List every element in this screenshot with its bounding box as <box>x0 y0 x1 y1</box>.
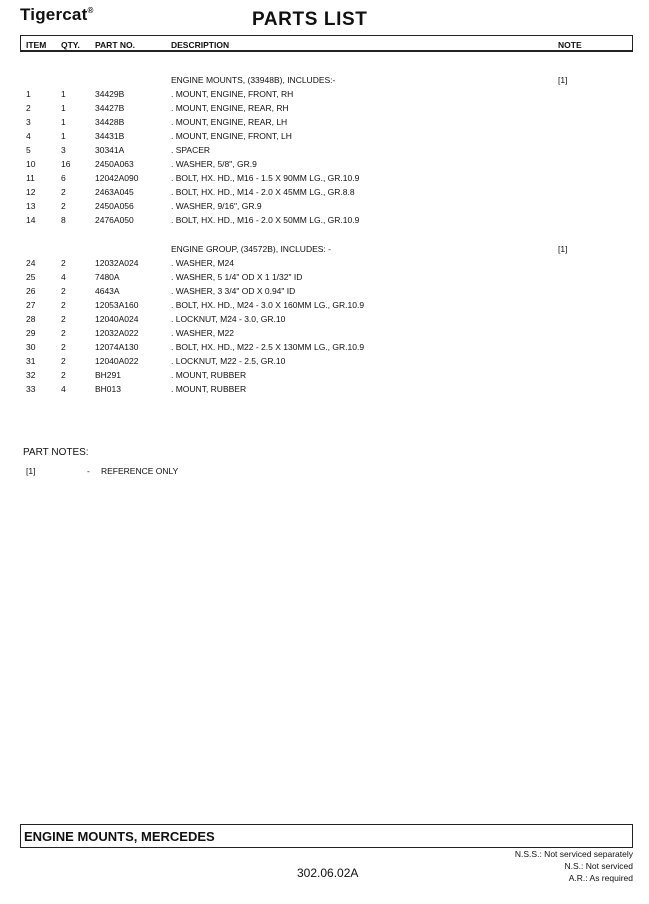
part-note-dash: - <box>87 466 90 476</box>
table-row <box>0 256 649 270</box>
quantity: 2 <box>61 370 66 380</box>
quantity: 2 <box>61 342 66 352</box>
column-header-description: DESCRIPTION <box>171 40 230 50</box>
part-number: 7480A <box>95 272 120 282</box>
description: . BOLT, HX. HD., M16 - 1.5 X 90MM LG., GR.10.9 <box>171 173 360 183</box>
table-row <box>0 157 649 171</box>
column-header-item: ITEM <box>26 40 47 50</box>
part-note-text: REFERENCE ONLY <box>101 466 179 476</box>
item-number: 5 <box>26 145 31 155</box>
section-title: ENGINE MOUNTS, MERCEDES <box>24 829 215 844</box>
part-number: 2476A050 <box>95 215 134 225</box>
item-number: 26 <box>26 286 36 296</box>
description: . WASHER, 9/16", GR.9 <box>171 201 262 211</box>
description: . WASHER, 5 1/4" OD X 1 1/32" ID <box>171 272 303 282</box>
table-row <box>0 185 649 199</box>
table-row <box>0 382 649 396</box>
description: . SPACER <box>171 145 211 155</box>
part-number: 34429B <box>95 89 125 99</box>
page-number: 302.06.02A <box>297 866 359 880</box>
quantity: 8 <box>61 215 66 225</box>
item-number: 33 <box>26 384 36 394</box>
table-row <box>0 199 649 213</box>
part-number: 34427B <box>95 103 125 113</box>
group-heading-row <box>0 242 649 256</box>
quantity: 2 <box>61 328 66 338</box>
brand-logo <box>20 5 94 25</box>
part-number: 12040A024 <box>95 314 139 324</box>
group-heading: ENGINE GROUP, (34572B), INCLUDES: - <box>171 244 331 254</box>
quantity: 2 <box>61 286 66 296</box>
quantity: 2 <box>61 314 66 324</box>
table-row <box>0 213 649 227</box>
quantity: 1 <box>61 89 66 99</box>
item-number: 31 <box>26 356 36 366</box>
quantity: 4 <box>61 384 66 394</box>
group-heading: ENGINE MOUNTS, (33948B), INCLUDES:- <box>171 75 336 85</box>
table-row <box>0 171 649 185</box>
description: . LOCKNUT, M24 - 3.0, GR.10 <box>171 314 286 324</box>
description: . WASHER, 3 3/4" OD X 0.94" ID <box>171 286 296 296</box>
part-number: 12042A090 <box>95 173 139 183</box>
quantity: 2 <box>61 258 66 268</box>
table-row <box>0 87 649 101</box>
part-notes-title: PART NOTES: <box>23 447 89 458</box>
column-header-bar <box>20 35 633 52</box>
part-number: 30341A <box>95 145 125 155</box>
item-number: 27 <box>26 300 36 310</box>
item-number: 32 <box>26 370 36 380</box>
description: . BOLT, HX. HD., M14 - 2.0 X 45MM LG., GR.8.8 <box>171 187 355 197</box>
item-number: 12 <box>26 187 36 197</box>
item-number: 10 <box>26 159 36 169</box>
description: . MOUNT, ENGINE, FRONT, RH <box>171 89 294 99</box>
item-number: 24 <box>26 258 36 268</box>
description: . LOCKNUT, M22 - 2.5, GR.10 <box>171 356 286 366</box>
quantity: 2 <box>61 201 66 211</box>
part-number: 2463A045 <box>95 187 134 197</box>
part-number: 12053A160 <box>95 300 139 310</box>
part-note-row <box>0 464 649 478</box>
table-row <box>0 115 649 129</box>
quantity: 2 <box>61 187 66 197</box>
description: . MOUNT, ENGINE, FRONT, LH <box>171 131 292 141</box>
registered-mark: ® <box>87 6 94 15</box>
item-number: 30 <box>26 342 36 352</box>
item-number: 25 <box>26 272 36 282</box>
legend-nss: N.S.S.: Not serviced separately <box>514 849 633 859</box>
table-row <box>0 368 649 382</box>
part-number: 12032A022 <box>95 328 139 338</box>
quantity: 6 <box>61 173 66 183</box>
column-header-note: NOTE <box>558 40 582 50</box>
quantity: 16 <box>61 159 71 169</box>
description: . MOUNT, RUBBER <box>171 370 247 380</box>
quantity: 3 <box>61 145 66 155</box>
item-number: 1 <box>26 89 31 99</box>
part-number: BH291 <box>95 370 121 380</box>
table-row <box>0 284 649 298</box>
part-number: 12040A022 <box>95 356 139 366</box>
legend-ar: A.R.: As required <box>568 873 633 883</box>
item-number: 28 <box>26 314 36 324</box>
column-header-qty: QTY. <box>61 40 80 50</box>
table-row <box>0 340 649 354</box>
table-row <box>0 129 649 143</box>
description: . MOUNT, ENGINE, REAR, RH <box>171 103 289 113</box>
item-number: 2 <box>26 103 31 113</box>
quantity: 2 <box>61 300 66 310</box>
item-number: 11 <box>26 173 35 183</box>
quantity: 1 <box>61 103 66 113</box>
table-row <box>0 270 649 284</box>
description: . BOLT, HX. HD., M16 - 2.0 X 50MM LG., GR.10.9 <box>171 215 360 225</box>
part-note-ref: [1] <box>26 466 36 476</box>
table-row <box>0 326 649 340</box>
description: . WASHER, M24 <box>171 258 234 268</box>
group-note: [1] <box>558 75 568 85</box>
part-number: 2450A063 <box>95 159 134 169</box>
legend-ns: N.S.: Not serviced <box>564 861 633 871</box>
description: . BOLT, HX. HD., M24 - 3.0 X 160MM LG., GR.10.9 <box>171 300 365 310</box>
item-number: 13 <box>26 201 36 211</box>
table-row <box>0 354 649 368</box>
quantity: 1 <box>61 131 66 141</box>
item-number: 29 <box>26 328 36 338</box>
part-number: 12074A130 <box>95 342 139 352</box>
table-row <box>0 143 649 157</box>
description: . WASHER, 5/8", GR.9 <box>171 159 257 169</box>
table-row <box>0 101 649 115</box>
page-title: PARTS LIST <box>252 9 368 30</box>
group-note: [1] <box>558 244 568 254</box>
table-row <box>0 312 649 326</box>
description: . BOLT, HX. HD., M22 - 2.5 X 130MM LG., GR.10.9 <box>171 342 365 352</box>
description: . WASHER, M22 <box>171 328 234 338</box>
item-number: 4 <box>26 131 31 141</box>
column-header-part: PART NO. <box>95 40 135 50</box>
footer-section-box <box>20 824 633 848</box>
part-number: 4643A <box>95 286 120 296</box>
part-number: 12032A024 <box>95 258 139 268</box>
group-heading-row <box>0 73 649 87</box>
part-number: 2450A056 <box>95 201 134 211</box>
part-number: BH013 <box>95 384 121 394</box>
item-number: 14 <box>26 215 36 225</box>
quantity: 1 <box>61 117 66 127</box>
part-number: 34431B <box>95 131 125 141</box>
quantity: 4 <box>61 272 66 282</box>
brand-name: Tigercat <box>20 5 88 24</box>
item-number: 3 <box>26 117 31 127</box>
description: . MOUNT, ENGINE, REAR, LH <box>171 117 288 127</box>
table-row <box>0 298 649 312</box>
quantity: 2 <box>61 356 66 366</box>
description: . MOUNT, RUBBER <box>171 384 247 394</box>
part-number: 34428B <box>95 117 125 127</box>
